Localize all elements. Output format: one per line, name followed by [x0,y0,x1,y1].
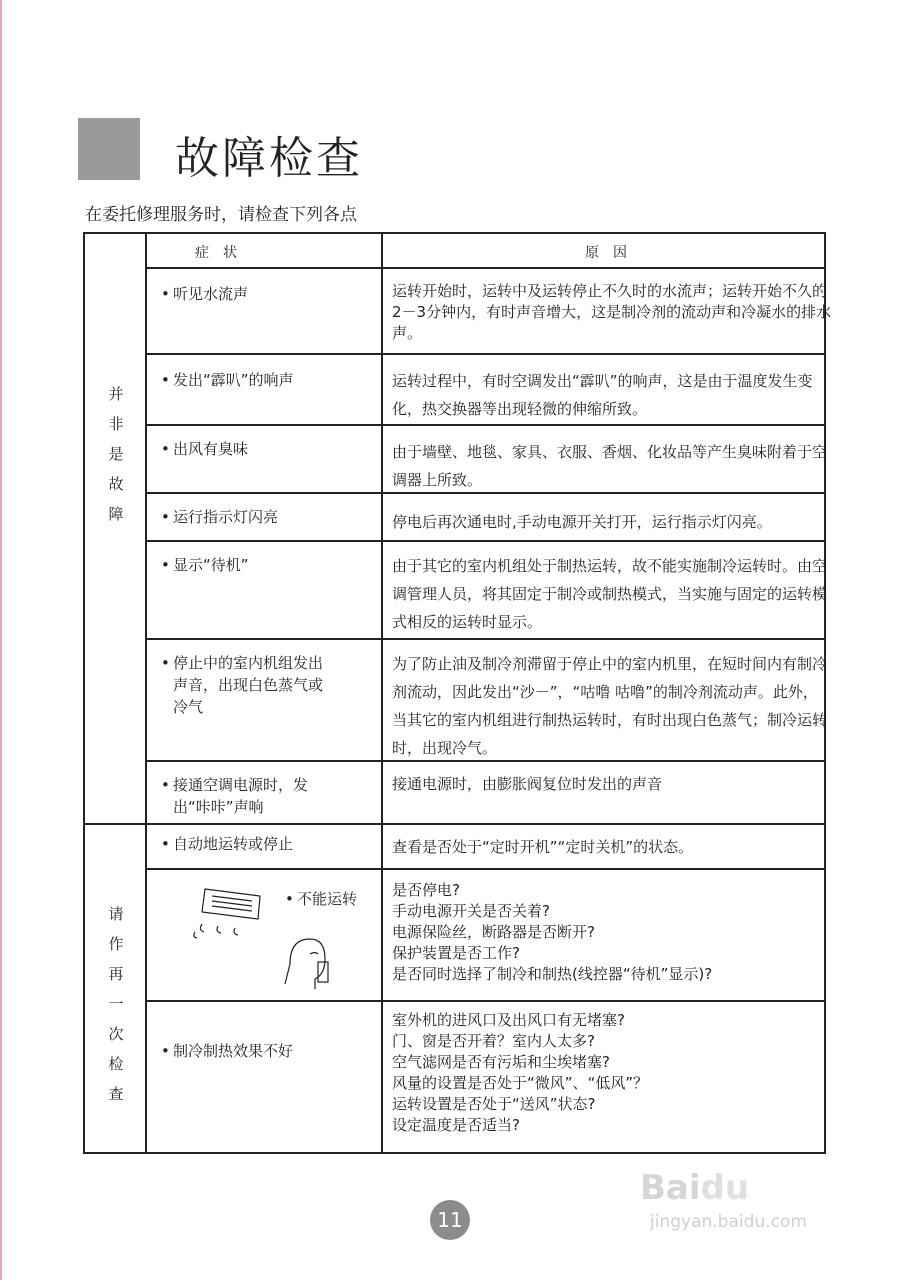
watermark-url: jingyan.baidu.com [650,1212,807,1232]
symptom-text: 显示“待机” [173,556,249,574]
page-title: 故障检查 [175,133,363,184]
symptom-text: 出风有臭味 [173,440,249,458]
row-divider [145,267,826,269]
cause-line: 空气滤网是否有污垢和尘埃堵塞? [392,1053,610,1071]
cause-cell: 停电后再次通电时,手动电源开关打开，运行指示灯闪亮。 [392,513,772,531]
cause-cell: 由于墙壁、地毯、家具、衣服、香烟、化妆品等产生臭味附着于空调器上所致。 [392,443,828,489]
cause-line: 是否停电? [392,881,460,899]
cause-line: 手动电源开关是否关着? [392,902,550,920]
bullet-icon: • [161,508,170,526]
row-divider [145,540,826,542]
header-symptom: 症状 [195,245,251,261]
bullet-icon: • [285,890,294,908]
subtitle: 在委托修理服务时，请检查下列各点 [85,205,357,225]
title-marker [78,118,140,180]
symptom-cell [161,652,324,718]
cause-line: 保护装置是否工作? [392,944,520,962]
cause-line: 风量的设置是否处于“微风”、“低风”？ [392,1074,649,1092]
bullet-icon: • [161,285,170,303]
row-divider [85,823,826,825]
symptom-cell [161,1040,323,1062]
symptom-text: 自动地运转或停止 [173,835,294,853]
symptom-text: 不能运转 [297,890,358,908]
symptom-cell [161,283,323,305]
symptom-text: 运行指示灯闪亮 [173,508,279,526]
group-label-check-again: 请作再一次检查 [108,905,124,1103]
bullet-icon: • [161,371,170,389]
cause-line: 设定温度是否适当? [392,1116,520,1134]
symptom-cell [161,438,323,460]
symptom-text: 停止中的室内机组发出声音，出现白色蒸气或冷气 [173,654,324,716]
symptom-text: 接通空调电源时，发出“咔咔”声响 [173,776,309,816]
row-divider [145,353,826,355]
row-divider [145,424,826,426]
cause-cell: 接通电源时，由膨胀阀复位时发出的声音 [392,775,663,793]
page-number: 11 [430,1200,470,1240]
bullet-icon: • [161,556,170,574]
cause-cell: 为了防止油及制冷剂滞留于停止中的室内机里，在短时间内有制冷剂流动，因此发出“沙－”，“咕噜 咕噜”的制冷剂流动声。此外，当其它的室内机组进行制热运转时，有时出现白色蒸气；制冷运转时，出现冷气。 [392,655,828,757]
watermark-logo: Baidu [640,1168,750,1208]
cause-cell [392,1010,832,1136]
symptom-cell [161,369,323,391]
bullet-icon: • [161,776,170,794]
row-divider [145,868,826,870]
cause-cell: 运转开始时，运转中及运转停止不久时的水流声；运转开始不久的2－3分钟内，有时声音增大，这是制冷剂的流动声和冷凝水的排水声。 [392,282,832,342]
row-divider [145,1000,826,1002]
cause-cell: 由于其它的室内机组处于制热运转，故不能实施制冷运转时。由空调管理人员，将其固定于制冷或制热模式，当实施与固定的运转模式相反的运转时显示。 [392,557,828,631]
bullet-icon: • [161,654,170,672]
symptom-cell [161,506,323,528]
symptom-text: 发出“霹叭”的响声 [173,371,294,389]
symptom-cell [285,888,387,910]
column-divider [145,234,147,1154]
symptom-cell [161,554,323,576]
cause-line: 电源保险丝，断路器是否断开? [392,923,595,941]
bullet-icon: • [161,835,170,853]
cause-line: 门、窗是否开着？室内人太多? [392,1032,595,1050]
group-label-not-fault: 并非是故障 [108,385,124,523]
page-edge [0,0,2,1280]
cause-cell: 运转过程中，有时空调发出“霹叭”的响声，这是由于温度发生变化，热交换器等出现轻微的伸缩所致。 [392,372,813,418]
troubleshooting-table [83,232,832,1154]
cause-line: 运转设置是否处于“送风”状态? [392,1095,596,1113]
cause-line: 是否同时选择了制冷和制热(线控器“待机”显示)? [392,965,713,983]
row-divider [145,638,826,640]
symptom-cell [161,833,323,855]
cause-line: 室外机的进风口及出风口有无堵塞? [392,1011,625,1029]
cause-cell: 查看是否处于“定时开机”“定时关机”的状态。 [392,838,694,856]
cause-cell [392,880,832,985]
symptom-text: 制冷制热效果不好 [173,1042,294,1060]
column-divider [381,234,383,1154]
bullet-icon: • [161,1042,170,1060]
bullet-icon: • [161,440,170,458]
symptom-text: 听见水流声 [173,285,249,303]
symptom-cell [161,774,323,818]
header-cause: 原因 [585,245,641,261]
